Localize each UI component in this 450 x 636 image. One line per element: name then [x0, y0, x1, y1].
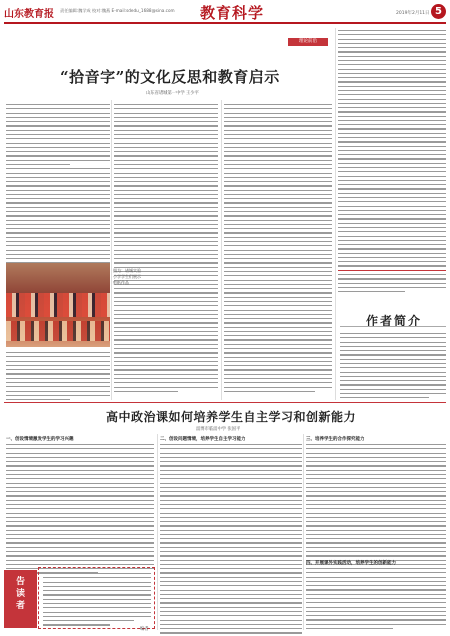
- column-rule: [157, 434, 158, 630]
- column-rule: [335, 28, 336, 400]
- notice-label-char: 读: [15, 589, 25, 599]
- article1-body-col2: [114, 104, 218, 395]
- students-paper-cutting-photo: [6, 263, 110, 347]
- article2-body-col2: [160, 444, 302, 636]
- notice-signature: 编者: [140, 627, 149, 632]
- newspaper-logo: 山东教育报: [4, 9, 54, 20]
- article2-body-col3b: [306, 568, 446, 632]
- section-title: 教育科学: [200, 4, 265, 22]
- notice-frame: [38, 567, 155, 629]
- article1-headline: “拾音字”的文化反思和教育启示: [60, 68, 280, 86]
- masthead: [4, 2, 446, 22]
- notice-label-box: [4, 570, 37, 628]
- article2-section-3: 三、培养学生的合作探究能力: [306, 437, 365, 442]
- article1-byline: 山东省诸城第一中学 王少平: [146, 91, 199, 96]
- article2-section-2: 二、创设问题情境，培养学生自主学习能力: [160, 437, 246, 442]
- notice-label-char: 告: [15, 577, 25, 587]
- notice-label-char: 者: [15, 601, 25, 611]
- author-box: [340, 326, 446, 396]
- issue-date: 2019年2月11日: [396, 11, 430, 16]
- photo-caption: 图为：诸城实验小学学生们展示剪纸作品: [113, 268, 141, 285]
- page-number: 5: [431, 4, 446, 19]
- article-divider: [4, 402, 446, 403]
- article2-body-col1: [6, 444, 154, 577]
- column-rule: [111, 100, 112, 400]
- article2-section-4: 四、开展课外实践活动，培养学生的创新能力: [306, 561, 396, 566]
- editor-info: 责任编辑:魏学成 校对:魏燕 E-mail:sdedu_1688@sina.com: [60, 8, 175, 13]
- article1-body-col3: [224, 104, 332, 395]
- column-rule: [221, 100, 222, 400]
- article1-body-col4: [338, 30, 446, 295]
- article2-body-col3: [306, 444, 446, 572]
- article1-body-col1b: [6, 352, 110, 403]
- author-box-title: 作者简介: [366, 314, 423, 328]
- masthead-rule: [4, 22, 446, 24]
- article2-byline: 淄博市临淄中学 张国平: [196, 427, 241, 432]
- article1-body-col1: [6, 104, 110, 275]
- column-tag: 理论前沿: [288, 38, 328, 46]
- side-divider: [338, 270, 446, 271]
- article2-headline: 高中政治课如何培养学生自主学习和创新能力: [106, 410, 357, 424]
- article2-section-1: 一、创设情境激发学生的学习兴趣: [6, 437, 74, 442]
- column-rule: [303, 434, 304, 630]
